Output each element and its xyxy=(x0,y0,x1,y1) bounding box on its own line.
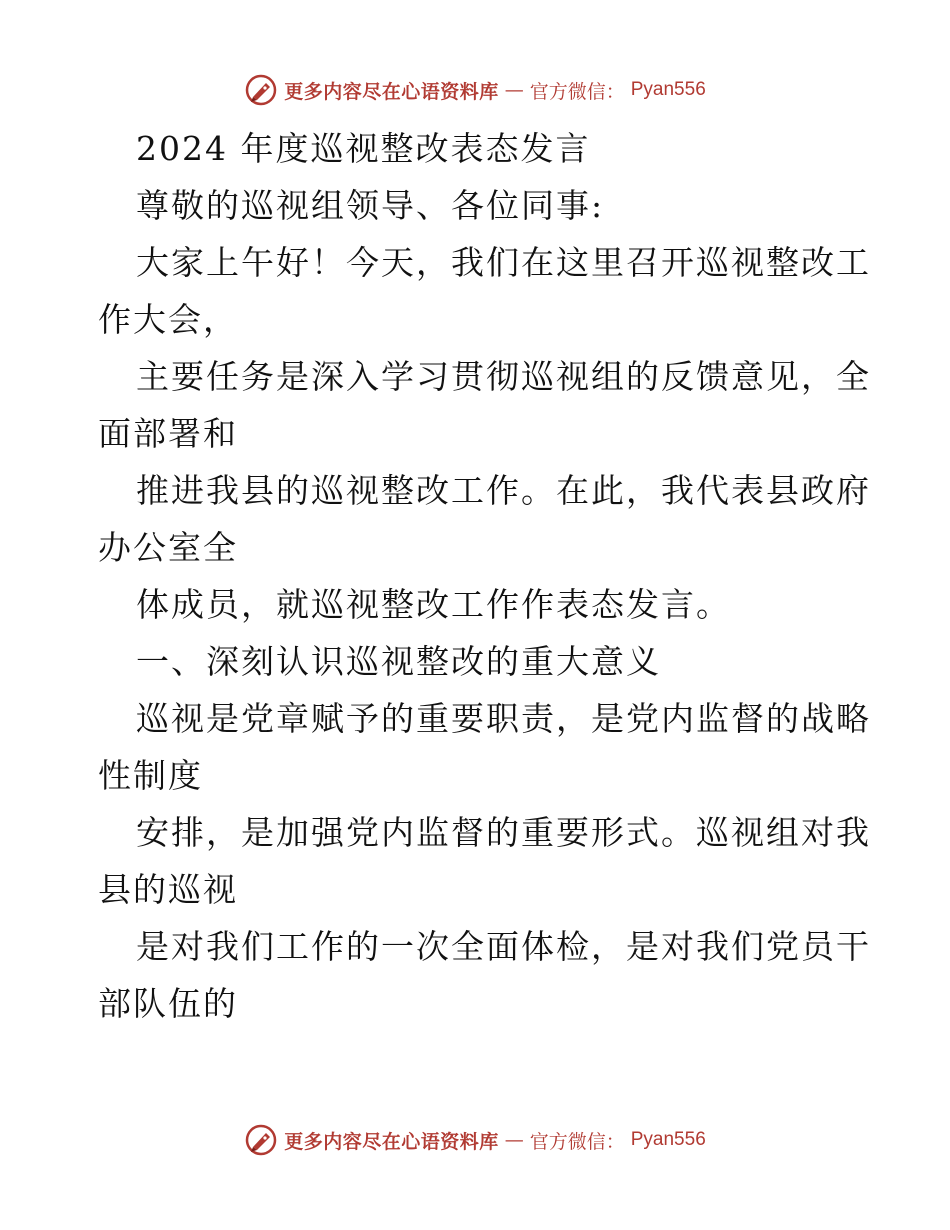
paragraph-line: 推进我县的巡视整改工作。在此，我代表县政府 xyxy=(136,471,871,510)
watermark-contact-label: 官方微信： xyxy=(529,80,625,103)
paragraph-line: 办公室全 xyxy=(98,528,238,567)
watermark-brand: 更多内容尽在心语资料库 xyxy=(284,1130,499,1153)
document-body xyxy=(98,120,871,1032)
watermark-banner-top xyxy=(0,70,950,110)
pen-nib-logo-icon xyxy=(244,73,278,107)
watermark-separator: — xyxy=(504,1129,524,1151)
paragraph-line: 体成员，就巡视整改工作作表态发言。 xyxy=(136,585,731,624)
watermark-brand: 更多内容尽在心语资料库 xyxy=(284,80,499,103)
paragraph-line: 大家上午好！今天，我们在这里召开巡视整改工 xyxy=(136,243,871,282)
watermark-contact-label: 官方微信： xyxy=(529,1130,625,1153)
paragraph-line: 是对我们工作的一次全面体检，是对我们党员干 xyxy=(136,927,871,966)
watermark-separator: — xyxy=(504,79,524,101)
paragraph-line: 作大会， xyxy=(98,300,238,339)
paragraph-line: 县的巡视 xyxy=(98,870,238,909)
salutation: 尊敬的巡视组领导、各位同事: xyxy=(136,186,605,225)
paragraph-line: 巡视是党章赋予的重要职责，是党内监督的战略 xyxy=(136,699,871,738)
paragraph-line: 面部署和 xyxy=(98,414,238,453)
watermark-wechat-id: Pyan556 xyxy=(630,1129,706,1150)
document-title: 2024 年度巡视整改表态发言 xyxy=(136,129,591,168)
paragraph-line: 部队伍的 xyxy=(98,984,238,1023)
paragraph-line: 性制度 xyxy=(98,756,203,795)
paragraph-line: 主要任务是深入学习贯彻巡视组的反馈意见，全 xyxy=(136,357,871,396)
section-heading: 一、深刻认识巡视整改的重大意义 xyxy=(136,642,661,681)
paragraph-line: 安排，是加强党内监督的重要形式。巡视组对我 xyxy=(136,813,871,852)
watermark-banner-bottom xyxy=(0,1120,950,1160)
pen-nib-logo-icon xyxy=(244,1123,278,1157)
watermark-wechat-id: Pyan556 xyxy=(630,79,706,100)
